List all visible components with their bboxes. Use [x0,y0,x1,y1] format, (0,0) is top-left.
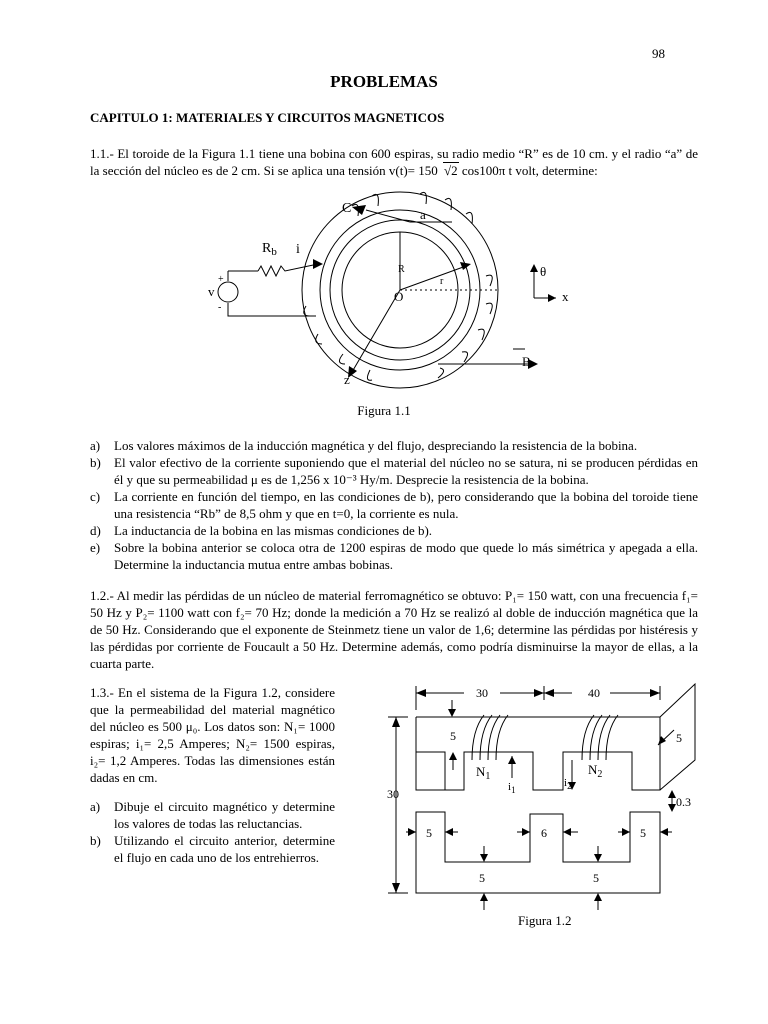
label-B: B [522,354,531,369]
figure-1-2-caption: Figura 1.2 [518,913,572,928]
arrowhead [650,689,660,697]
label-minus: - [218,302,222,313]
arrowhead [392,717,400,727]
arrowhead [522,828,530,836]
list-item: e) Sobre la bobina anterior se coloca otra de 1200 espiras de modo que quede lo más simétrica y apegada a ella. Determine la inductancia mutua entre ambas bobinas. [90,540,698,572]
label-i2: $i_2$ [564,777,572,791]
arrowhead [408,828,416,836]
arrowhead [392,883,400,893]
arrowhead [480,854,488,862]
label-R: R [398,264,405,275]
dim-depth: 5 [676,731,682,745]
list-item: c) La corriente en función del tiempo, en las condiciones de b), pero considerando que la bobina del toroide tiene una resistencia “Rb” de 8,5 ohm y que en t=0, la corriente es nula. [90,489,698,521]
arrowhead [563,828,571,836]
arrowhead [594,893,602,901]
page-number: 98 [652,46,665,61]
lower-core-outline [416,812,660,893]
dim-bottom-left: 5 [479,871,485,885]
label-r: r [440,276,444,287]
coil-N2 [582,715,618,760]
label-O: O [394,289,404,304]
arrowhead [480,893,488,901]
arrowhead [660,828,668,836]
label-z: z [344,372,350,387]
page-title: PROBLEMAS [330,72,438,91]
label-N1: $N_1$ [476,764,491,782]
label-x: x [562,289,569,304]
problem-1-1-text-b: cos100π t volt, determine: [458,163,598,178]
arrowhead [534,689,544,697]
dim-leg-upper: 5 [450,729,456,743]
label-theta: θ [540,264,547,279]
list-item: b) Utilizando el circuito anterior, determine el flujo en cada uno de los entrehierros. [90,833,335,865]
arrowhead [622,828,630,836]
upper-core-left-edge [416,717,445,790]
dim-height: 30 [387,787,399,801]
figure-1-1-caption: Figura 1.1 [357,403,411,418]
label-v: v [208,284,215,299]
list-item: d) La inductancia de la bobina en las mismas condiciones de b). [90,523,433,538]
label-N2: $N_2$ [588,762,603,780]
dim-gap: 0.3 [676,795,691,809]
dim-leg-right: 5 [640,826,646,840]
dim-leg-left: 5 [426,826,432,840]
arrowhead [544,689,554,697]
problem-1-3-statement: 1.3.- En el sistema de la Figura 1.2, considere que la permeabilidad del material magnético del núcleo es 500 μ₀. Los datos son: N₁= 1000 espiras; i₁= 2,5 Amperes; N₂= 1500 espiras, i₂= 1,2 Amperes. Todas las dimensiones están dadas en cm. [90,685,335,785]
label-i1: $i_1$ [508,781,516,795]
dim-bottom-right: 5 [593,871,599,885]
arrowhead [449,752,457,760]
label-Rb: $R_b$ [262,241,277,258]
list-item: a) Dibuje el circuito magnético y determine los valores de todas las reluctancias. [90,799,335,831]
arrowhead [508,756,516,764]
arrowhead [668,790,676,798]
dim-leg-mid: 6 [541,826,547,840]
label-a: a [420,207,426,222]
chapter-heading: CAPITULO 1: MATERIALES Y CIRCUITOS MAGNETICOS [90,110,445,125]
arrowhead [448,709,456,717]
arrowhead [416,689,426,697]
arrowhead [594,854,602,862]
label-i: i [296,242,300,257]
label-plus: + [218,274,224,285]
sqrt-radicand: √2 [444,163,458,178]
problem-1-1-text-a: 1.1.- El toroide de la Figura 1.1 tiene una bobina con 600 espiras, su radio medio “R” es de 10 cm. y el radio “a” de la sección del núcleo es de 2 cm. Si se aplica una tensión v(t)= 150 [90,146,698,178]
list-item: a) Los valores máximos de la inducción magnética y del flujo, despreciando la resistencia de la bobina. [90,438,638,453]
list-item: b) El valor efectivo de la corriente suponiendo que el material del núcleo no se satura, ni se producen pérdidas en él y que su permeabilidad μ es de 1,256 x 10⁻³ Hy/m. Desprecie la resistencia de la bobina. [90,455,698,487]
label-C: C [342,201,352,216]
arrowhead [668,804,676,812]
arrowhead [658,736,666,745]
dim-top-right: 40 [588,686,600,700]
arrowhead [445,828,453,836]
problem-1-2-statement: 1.2.- Al medir las pérdidas de un núcleo de material ferromagnético se obtuvo: P₁= 150 watt, con una frecuencia f₁= 50 Hz y P₂= 1100 watt con f₂= 70 Hz; donde la medición a 70 Hz se realizó al doble de inducción magnética que la de 50 Hz. Considerando que el exponente de Steinmetz tiene un valor de 1,6; determine las pérdidas por histéresis y las pérdidas por corriente de Foucault a 50 Hz. Determine además, como podría disminuirse la mayor de ellas, a la cuarta parte. [90,588,698,671]
coil-N1 [472,715,508,760]
dim-top-left: 30 [476,686,488,700]
